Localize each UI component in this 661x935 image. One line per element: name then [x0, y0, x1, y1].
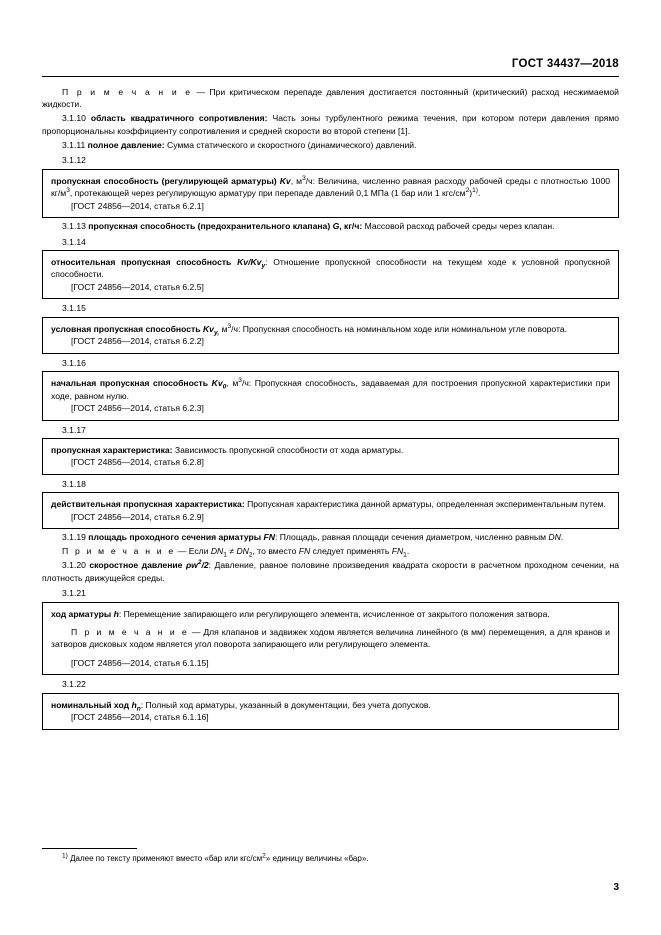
clause-number: 3.1.11	[62, 139, 86, 150]
definition-text	[51, 377, 610, 402]
definition-body: : Полный ход арматуры, указанный в документации, без учета допусков.	[140, 699, 431, 710]
clause-text: Сумма статического и скоростного (динамического) давлений.	[164, 139, 417, 150]
definition-symbol: h	[113, 608, 119, 619]
clause-term: область квадратичного сопротивления:	[90, 113, 268, 124]
definition-symbol: $Kv/Kv_y$	[237, 256, 266, 270]
definition-term: начальная пропускная способность	[51, 378, 209, 389]
note-label: П р и м е ч а н и е	[71, 626, 189, 637]
clause-text: Часть зоны турбулентного режима течения, при котором потери давления прямо пропорциональны коэффициенту сопротивления и средней скорости во второй степени [1].	[42, 113, 620, 136]
clause-number-3-1-14: 3.1.14	[62, 236, 86, 247]
note-label: П р и м е ч а н и е	[62, 546, 176, 557]
definition-source: [ГОСТ 24856—2014, статья 6.2.8]	[71, 457, 204, 468]
definition-box-3-1-22	[42, 693, 619, 730]
definition-text	[51, 608, 610, 620]
definition-source: [ГОСТ 24856—2014, статья 6.1.16]	[71, 712, 209, 723]
definition-box-3-1-18	[42, 492, 619, 529]
clause-symbol: FN	[263, 532, 275, 543]
definition-term: действительная пропускная характеристика:	[51, 499, 245, 510]
definition-text	[51, 444, 610, 456]
definition-text	[51, 323, 610, 335]
clause-symbol: G	[332, 221, 340, 232]
clause-3-1-20	[42, 559, 619, 584]
definition-text	[51, 498, 610, 510]
clause-number-3-1-17: 3.1.17	[62, 424, 86, 435]
definition-box-3-1-17	[42, 438, 619, 475]
definition-body: $м^3/ч$: Пропускная способность на номинальном ходе или номинальном угле поворота.	[219, 322, 567, 334]
note-text: — При критическом перепаде давления достигается постоянный (критический) расход несжимаемой жидкости.	[42, 87, 619, 110]
clause-number: 3.1.13	[62, 221, 86, 232]
clause-number-3-1-15: 3.1.15	[62, 303, 86, 314]
clause-text: Массовой расход рабочей среды через клапан.	[362, 221, 555, 232]
definition-box-3-1-16	[42, 371, 619, 420]
clause-text: : Площадь, равная площади сечения диаметром, численно равным DN.	[274, 532, 564, 543]
footnote-divider	[42, 848, 137, 849]
clause-3-1-11	[42, 139, 619, 151]
clause-term: скоростное давление	[89, 560, 183, 571]
definition-term: пропускная характеристика:	[51, 444, 173, 455]
footnote: $^{1)}$ Далее по тексту применяют вместо «бар или кгс/$см^2$» единицу величины «бар».	[62, 852, 369, 863]
clause-number-3-1-16: 3.1.16	[62, 357, 86, 368]
note-label: П р и м е ч а н и е	[62, 87, 193, 97]
definition-box-3-1-21	[42, 602, 619, 676]
definition-term: номинальный ход	[51, 699, 130, 710]
clause-3-1-10	[42, 112, 619, 137]
definition-text	[51, 175, 610, 200]
clause-symbol: $\rho w^2/2$	[185, 559, 209, 571]
definition-text	[51, 256, 610, 281]
definition-body: Зависимость пропускной способности от хода арматуры.	[172, 444, 404, 455]
clause-number-3-1-18: 3.1.18	[62, 478, 86, 489]
definition-source: [ГОСТ 24856—2014, статья 6.2.1]	[71, 200, 204, 211]
definition-symbol: $Kv_{y,}$	[202, 323, 220, 337]
standard-header: ГОСТ 34437—2018	[511, 58, 619, 70]
definition-source: [ГОСТ 24856—2014, статья 6.2.2]	[71, 336, 204, 347]
definition-term: ход арматуры	[51, 608, 112, 619]
definition-term: условная пропускная способность	[51, 323, 201, 334]
definition-source: [ГОСТ 24856—2014, статья 6.1.15]	[71, 657, 209, 668]
note-paragraph-1	[42, 86, 619, 111]
definition-symbol: Kv	[279, 175, 291, 186]
definition-term: относительная пропускная способность	[51, 256, 232, 267]
page-number: 3	[613, 882, 619, 893]
clause-term: пропускная способность (предохранительного клапана)	[88, 221, 331, 232]
note-paragraph-2	[42, 545, 619, 557]
clause-number: 3.1.20	[62, 560, 86, 571]
clause-unit: , кг/ч:	[339, 221, 363, 232]
note-text: — Для клапанов и задвижек ходом является величина линейного (в мм) перемещения, а для кранов и затворов дисковых ходом является угол поворота запирающего или регулирующего элемента.	[51, 626, 610, 650]
header-divider	[42, 76, 619, 77]
definition-box-3-1-14	[42, 250, 619, 299]
definition-body: , $м^3/ч$: Величина, численно равная расходу рабочей среды с плотностью 1000 $кг/м^3$, протекающей через регулирующую арматуру при перепаде давлений 0,1 МПа (1 бар или 1 кгс/$см^2)^{1)}$.	[51, 174, 611, 199]
clause-term: полное давление:	[87, 139, 165, 150]
definition-symbol: $Kv_0$	[211, 378, 227, 391]
definition-body: Пропускная характеристика данной арматуры, определенная экспериментальным путем.	[244, 499, 606, 510]
definition-body: : Отношение пропускной способности на текущем ходе к условной пропускной способности.	[51, 256, 610, 280]
clause-number: 3.1.10	[62, 113, 86, 124]
definition-term: пропускная способность (регулирующей арматуры)	[51, 175, 277, 186]
clause-number: 3.1.19	[62, 532, 86, 543]
clause-text: : Давление, равное половине произведения квадрата скорости в расчетном проходном сечении, на плотность движущейся среды.	[42, 560, 620, 583]
definition-source: [ГОСТ 24856—2014, статья 6.2.3]	[71, 403, 204, 414]
note-text: — Если $DN_1 \ne DN_2$, то вместо FN следует применять $FN_1$.	[175, 546, 410, 559]
definition-body: , $м^3/ч$: Пропускная способность, задаваемая для построения пропускной характеристики при ходе, равном нулю.	[51, 377, 611, 401]
document-body	[42, 86, 619, 732]
definition-text	[51, 699, 610, 711]
clause-3-1-13	[42, 220, 619, 232]
definition-symbol: $h_n$	[131, 699, 141, 713]
definition-source: [ГОСТ 24856—2014, статья 6.2.9]	[71, 511, 204, 522]
clause-number-3-1-22: 3.1.22	[62, 679, 86, 690]
definition-note	[51, 626, 610, 651]
definition-source: [ГОСТ 24856—2014, статья 6.2.5]	[71, 281, 204, 292]
clause-number-3-1-21: 3.1.21	[62, 588, 86, 599]
clause-term: площадь проходного сечения арматуры	[88, 532, 262, 543]
definition-box-3-1-15	[42, 317, 619, 354]
definition-box-3-1-12	[42, 169, 619, 218]
definition-body: : Перемещение запирающего или регулирующего элемента, исчисленное от закрытого положения затвора.	[118, 608, 550, 619]
clause-3-1-19	[42, 531, 619, 543]
clause-number-3-1-12: 3.1.12	[62, 155, 86, 166]
